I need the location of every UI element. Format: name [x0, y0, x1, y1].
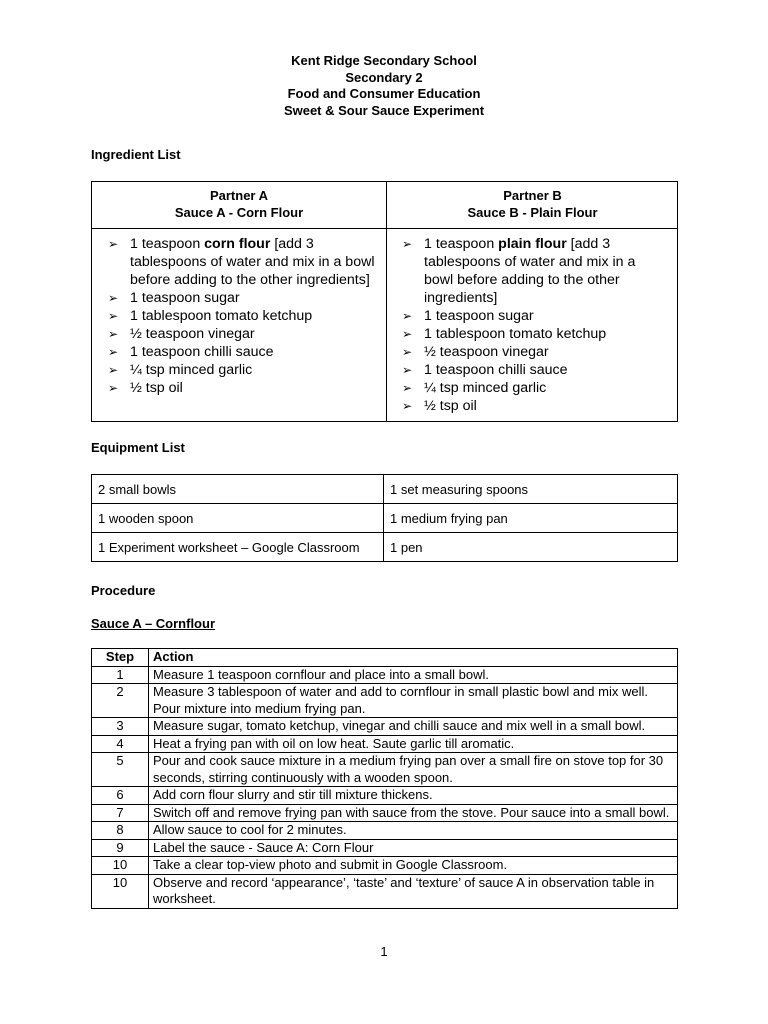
page-number: 1 [380, 944, 388, 959]
partner-a-subheading: Sauce A - Corn Flour [174, 204, 304, 220]
partner-a-ingredients [108, 235, 378, 397]
step-action: Measure 3 tablespoon of water and add to cornflour in small plastic bowl and mix well. Pour mixture into medium frying pan. [149, 684, 678, 718]
partner-b-subheading: Sauce B - Plain Flour [467, 204, 598, 220]
school-name: Kent Ridge Secondary School [291, 53, 477, 68]
arrow-bullet-icon: ➢ [402, 381, 413, 395]
step-number: 1 [92, 666, 149, 684]
table-row [92, 684, 678, 718]
list-item: ➢ 1 teaspoon sugar [108, 290, 240, 306]
arrow-bullet-icon: ➢ [402, 345, 413, 359]
arrow-bullet-icon: ➢ [402, 327, 413, 341]
list-item: ➢ ½ teaspoon vinegar [402, 344, 549, 360]
table-header-row [92, 649, 678, 667]
step-action: Measure 1 teaspoon cornflour and place into a small bowl. [149, 666, 678, 684]
ingredient-list-title: Ingredient List [91, 147, 181, 162]
list-item: ➢ 1 tablespoon tomato ketchup [402, 326, 607, 342]
arrow-bullet-icon: ➢ [108, 363, 119, 377]
step-action: Add corn flour slurry and stir till mixture thickens. [149, 787, 678, 805]
table-row [92, 735, 678, 753]
flour-type: corn flour [204, 236, 271, 252]
step-action: Allow sauce to cool for 2 minutes. [149, 822, 678, 840]
action-column-header: Action [149, 649, 678, 667]
ingredient-table [91, 181, 678, 422]
list-item: ➢ 1 teaspoon sugar [402, 308, 534, 324]
procedure-title: Procedure [91, 583, 156, 598]
list-item: ➢ 1 teaspoon plain flour [add 3 tablespoons of water and mix in a bowl before adding to the other ingredients] [402, 236, 636, 306]
step-number: 6 [92, 787, 149, 805]
table-cell: 1 medium frying pan [384, 504, 678, 533]
step-action: Switch off and remove frying pan with sauce from the stove. Pour sauce into a small bowl. [149, 804, 678, 822]
equipment-table [91, 474, 678, 562]
arrow-bullet-icon: ➢ [108, 381, 119, 395]
flour-type: plain flour [498, 236, 567, 252]
arrow-bullet-icon: ➢ [108, 291, 119, 305]
step-number: 10 [92, 857, 149, 875]
arrow-bullet-icon: ➢ [108, 309, 119, 323]
step-number: 3 [92, 718, 149, 736]
procedure-table [91, 648, 678, 909]
step-number: 8 [92, 822, 149, 840]
table-row [92, 839, 678, 857]
subject-name: Food and Consumer Education [287, 86, 481, 101]
step-number: 4 [92, 735, 149, 753]
step-number: 9 [92, 839, 149, 857]
list-item: ➢ 1 teaspoon chilli sauce [108, 344, 274, 360]
document-header [0, 53, 768, 119]
procedure-subtitle: Sauce A – Cornflour [91, 616, 216, 631]
list-item: ➢ ½ tsp oil [402, 398, 477, 414]
arrow-bullet-icon: ➢ [108, 327, 119, 341]
step-action: Label the sauce - Sauce A: Corn Flour [149, 839, 678, 857]
arrow-bullet-icon: ➢ [108, 345, 119, 359]
step-number: 7 [92, 804, 149, 822]
class-level: Secondary 2 [345, 69, 423, 85]
table-row [92, 533, 678, 562]
table-row [92, 804, 678, 822]
list-item: ➢ ½ teaspoon vinegar [108, 326, 255, 342]
table-cell: 2 small bowls [92, 475, 384, 504]
list-item: ➢ 1 tablespoon tomato ketchup [108, 308, 313, 324]
arrow-bullet-icon: ➢ [402, 309, 413, 323]
table-cell: 1 set measuring spoons [384, 475, 678, 504]
step-column-header: Step [92, 649, 149, 667]
step-number: 5 [92, 753, 149, 787]
equipment-list-title: Equipment List [91, 440, 185, 455]
experiment-title: Sweet & Sour Sauce Experiment [283, 102, 485, 118]
table-row [92, 822, 678, 840]
table-row [92, 874, 678, 908]
partner-b-heading: Partner B [503, 188, 562, 203]
step-action: Measure sugar, tomato ketchup, vinegar and chilli sauce and mix well in a small bowl. [149, 718, 678, 736]
list-item: ➢ 1 teaspoon corn flour [add 3 tablespoons of water and mix in a bowl before adding to the other ingredients] [108, 236, 375, 288]
table-row [92, 475, 678, 504]
list-item: ➢ ½ tsp oil [108, 380, 183, 396]
arrow-bullet-icon: ➢ [108, 237, 119, 251]
table-cell: 1 Experiment worksheet – Google Classroom [92, 533, 384, 562]
step-action: Observe and record ‘appearance’, ‘taste’ and ‘texture’ of sauce A in observation table in worksheet. [149, 874, 678, 908]
table-row [92, 753, 678, 787]
partner-b-ingredients [402, 235, 664, 415]
arrow-bullet-icon: ➢ [402, 363, 413, 377]
list-item: ➢ 1 teaspoon chilli sauce [402, 362, 568, 378]
list-item: ➢ ¼ tsp minced garlic [402, 380, 547, 396]
arrow-bullet-icon: ➢ [402, 399, 413, 413]
list-item: ➢ ¼ tsp minced garlic [108, 362, 253, 378]
table-row [92, 718, 678, 736]
step-number: 10 [92, 874, 149, 908]
step-number: 2 [92, 684, 149, 718]
table-cell: 1 wooden spoon [92, 504, 384, 533]
table-row [92, 666, 678, 684]
table-row [92, 787, 678, 805]
partner-a-heading: Partner A [209, 188, 269, 203]
step-action: Pour and cook sauce mixture in a medium frying pan over a small fire on stove top for 30 seconds, stirring continuously with a wooden spoon. [149, 753, 678, 787]
step-action: Heat a frying pan with oil on low heat. Saute garlic till aromatic. [149, 735, 678, 753]
table-cell: 1 pen [384, 533, 678, 562]
arrow-bullet-icon: ➢ [402, 237, 413, 251]
partner-b-header [386, 188, 679, 221]
partner-a-header [92, 188, 386, 221]
step-action: Take a clear top-view photo and submit in Google Classroom. [149, 857, 678, 875]
table-row [92, 857, 678, 875]
table-row [92, 504, 678, 533]
